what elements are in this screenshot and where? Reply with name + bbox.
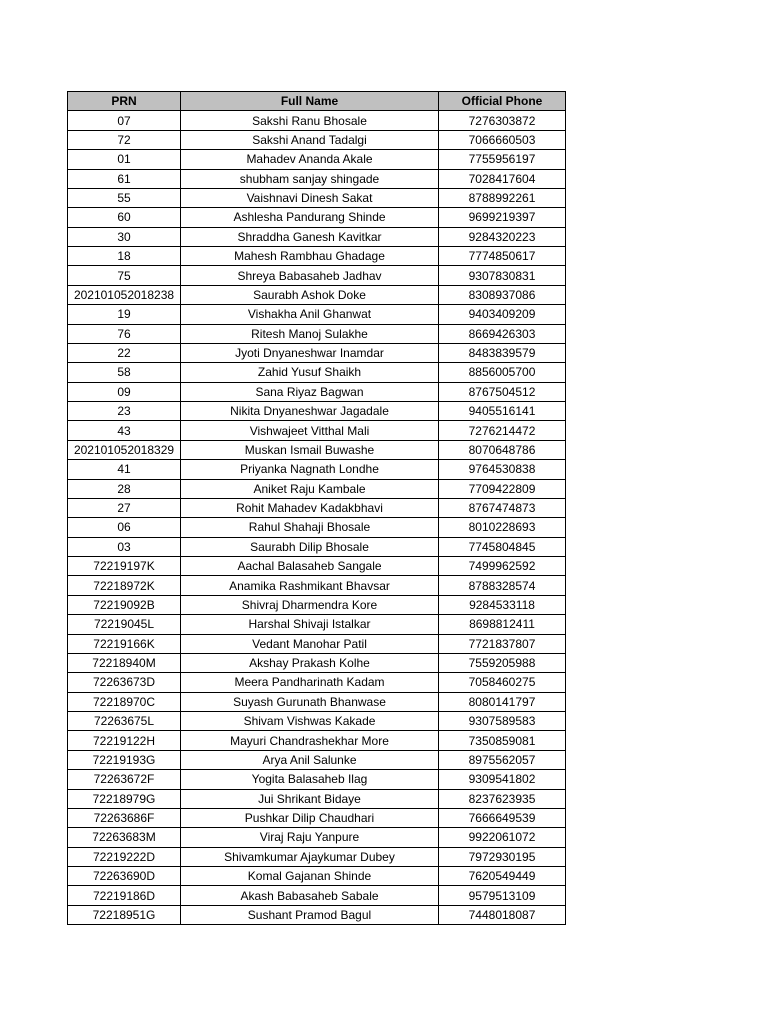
cell-official-phone: 7276214472 [439,421,566,440]
cell-official-phone: 7972930195 [439,847,566,866]
cell-prn: 72263686F [68,808,181,827]
table-row [68,731,566,750]
cell-full-name: Jyoti Dnyaneshwar Inamdar [181,343,439,362]
cell-official-phone: 7745804845 [439,537,566,556]
cell-prn: 75 [68,266,181,285]
cell-full-name: Aachal Balasaheb Sangale [181,557,439,576]
cell-full-name: Komal Gajanan Shinde [181,867,439,886]
cell-official-phone: 8856005700 [439,363,566,382]
cell-full-name: Vaishnavi Dinesh Sakat [181,188,439,207]
cell-official-phone: 7755956197 [439,150,566,169]
cell-full-name: Shivamkumar Ajaykumar Dubey [181,847,439,866]
cell-full-name: Vedant Manohar Patil [181,634,439,653]
cell-official-phone: 9284320223 [439,227,566,246]
table-row [68,363,566,382]
cell-full-name: Sakshi Anand Tadalgi [181,130,439,149]
table-row [68,498,566,517]
cell-official-phone: 8669426303 [439,324,566,343]
cell-official-phone: 8767504512 [439,382,566,401]
cell-official-phone: 9699219397 [439,208,566,227]
table-row [68,886,566,905]
cell-prn: 72219166K [68,634,181,653]
table-row [68,537,566,556]
cell-prn: 23 [68,402,181,421]
cell-prn: 72219193G [68,750,181,769]
table-row [68,247,566,266]
table-row [68,518,566,537]
cell-full-name: Sakshi Ranu Bhosale [181,111,439,130]
cell-full-name: Mahadev Ananda Akale [181,150,439,169]
cell-full-name: Mahesh Rambhau Ghadage [181,247,439,266]
cell-prn: 27 [68,498,181,517]
table-row [68,188,566,207]
cell-prn: 76 [68,324,181,343]
cell-official-phone: 8698812411 [439,615,566,634]
cell-full-name: Pushkar Dilip Chaudhari [181,808,439,827]
table-row [68,440,566,459]
cell-official-phone: 8788992261 [439,188,566,207]
cell-official-phone: 7066660503 [439,130,566,149]
cell-prn: 41 [68,460,181,479]
table-row [68,692,566,711]
cell-official-phone: 8767474873 [439,498,566,517]
cell-prn: 28 [68,479,181,498]
cell-prn: 72218979G [68,789,181,808]
cell-official-phone: 7028417604 [439,169,566,188]
table-row [68,421,566,440]
cell-prn: 72 [68,130,181,149]
cell-prn: 72263673D [68,673,181,692]
cell-full-name: Sana Riyaz Bagwan [181,382,439,401]
table-row [68,285,566,304]
table-body [68,111,566,925]
cell-official-phone: 8010228693 [439,518,566,537]
cell-official-phone: 9307589583 [439,712,566,731]
table-row [68,402,566,421]
cell-official-phone: 9764530838 [439,460,566,479]
cell-full-name: Ashlesha Pandurang Shinde [181,208,439,227]
cell-prn: 22 [68,343,181,362]
cell-full-name: Jui Shrikant Bidaye [181,789,439,808]
cell-official-phone: 8070648786 [439,440,566,459]
cell-full-name: Harshal Shivaji Istalkar [181,615,439,634]
header-row [68,92,566,111]
cell-official-phone: 9922061072 [439,828,566,847]
table-row [68,169,566,188]
header-prn: PRN [68,92,181,111]
table-row [68,750,566,769]
cell-prn: 72263683M [68,828,181,847]
cell-full-name: Ritesh Manoj Sulakhe [181,324,439,343]
table-row [68,847,566,866]
table-header [68,92,566,111]
cell-prn: 06 [68,518,181,537]
table-row [68,808,566,827]
cell-prn: 202101052018329 [68,440,181,459]
cell-prn: 07 [68,111,181,130]
cell-full-name: Mayuri Chandrashekhar More [181,731,439,750]
table-row [68,576,566,595]
cell-full-name: Shivam Vishwas Kakade [181,712,439,731]
cell-full-name: Suyash Gurunath Bhanwase [181,692,439,711]
cell-full-name: Akash Babasaheb Sabale [181,886,439,905]
cell-official-phone: 9307830831 [439,266,566,285]
cell-full-name: Rahul Shahaji Bhosale [181,518,439,537]
cell-official-phone: 7058460275 [439,673,566,692]
table-row [68,828,566,847]
cell-official-phone: 9309541802 [439,770,566,789]
header-official-phone: Official Phone [439,92,566,111]
table-row [68,653,566,672]
cell-prn: 72219186D [68,886,181,905]
cell-full-name: Zahid Yusuf Shaikh [181,363,439,382]
cell-official-phone: 7620549449 [439,867,566,886]
cell-full-name: Shivraj Dharmendra Kore [181,595,439,614]
cell-prn: 72219045L [68,615,181,634]
table-row [68,130,566,149]
cell-prn: 01 [68,150,181,169]
table-row [68,770,566,789]
cell-full-name: Arya Anil Salunke [181,750,439,769]
table-row [68,150,566,169]
cell-prn: 202101052018238 [68,285,181,304]
cell-full-name: Nikita Dnyaneshwar Jagadale [181,402,439,421]
cell-prn: 72219092B [68,595,181,614]
cell-prn: 72263675L [68,712,181,731]
table-row [68,789,566,808]
cell-prn: 18 [68,247,181,266]
cell-official-phone: 9284533118 [439,595,566,614]
cell-full-name: Priyanka Nagnath Londhe [181,460,439,479]
cell-prn: 58 [68,363,181,382]
table-row [68,905,566,924]
cell-full-name: Saurabh Ashok Doke [181,285,439,304]
cell-prn: 72219197K [68,557,181,576]
cell-prn: 72218940M [68,653,181,672]
cell-prn: 43 [68,421,181,440]
cell-prn: 61 [68,169,181,188]
header-full-name: Full Name [181,92,439,111]
cell-full-name: Viraj Raju Yanpure [181,828,439,847]
cell-official-phone: 7276303872 [439,111,566,130]
cell-full-name: Shreya Babasaheb Jadhav [181,266,439,285]
cell-official-phone: 8080141797 [439,692,566,711]
table-row [68,208,566,227]
cell-official-phone: 7774850617 [439,247,566,266]
cell-full-name: Aniket Raju Kambale [181,479,439,498]
table-row [68,557,566,576]
table-row [68,382,566,401]
table-row [68,305,566,324]
cell-prn: 09 [68,382,181,401]
table-row [68,712,566,731]
cell-full-name: shubham sanjay shingade [181,169,439,188]
cell-official-phone: 7721837807 [439,634,566,653]
cell-full-name: Anamika Rashmikant Bhavsar [181,576,439,595]
table-row [68,479,566,498]
cell-prn: 55 [68,188,181,207]
cell-official-phone: 7350859081 [439,731,566,750]
table-row [68,673,566,692]
cell-prn: 03 [68,537,181,556]
cell-prn: 60 [68,208,181,227]
cell-full-name: Rohit Mahadev Kadakbhavi [181,498,439,517]
cell-full-name: Saurabh Dilip Bhosale [181,537,439,556]
table-row [68,867,566,886]
cell-full-name: Vishakha Anil Ghanwat [181,305,439,324]
cell-official-phone: 7709422809 [439,479,566,498]
cell-official-phone: 7559205988 [439,653,566,672]
table-row [68,634,566,653]
cell-prn: 30 [68,227,181,246]
table-row [68,266,566,285]
cell-full-name: Shraddha Ganesh Kavitkar [181,227,439,246]
cell-prn: 72218970C [68,692,181,711]
cell-official-phone: 8308937086 [439,285,566,304]
cell-full-name: Yogita Balasaheb Ilag [181,770,439,789]
cell-prn: 72263672F [68,770,181,789]
student-roster-table [67,91,566,925]
cell-official-phone: 9405516141 [439,402,566,421]
cell-official-phone: 8237623935 [439,789,566,808]
cell-prn: 72263690D [68,867,181,886]
cell-official-phone: 8483839579 [439,343,566,362]
table-row [68,615,566,634]
cell-full-name: Sushant Pramod Bagul [181,905,439,924]
cell-official-phone: 7666649539 [439,808,566,827]
cell-official-phone: 8788328574 [439,576,566,595]
table-row [68,595,566,614]
table-row [68,227,566,246]
cell-full-name: Muskan Ismail Buwashe [181,440,439,459]
cell-full-name: Vishwajeet Vitthal Mali [181,421,439,440]
table-row [68,343,566,362]
cell-official-phone: 7499962592 [439,557,566,576]
cell-official-phone: 8975562057 [439,750,566,769]
cell-prn: 72219222D [68,847,181,866]
cell-prn: 72219122H [68,731,181,750]
cell-prn: 19 [68,305,181,324]
cell-official-phone: 9403409209 [439,305,566,324]
cell-full-name: Meera Pandharinath Kadam [181,673,439,692]
cell-official-phone: 7448018087 [439,905,566,924]
table-row [68,111,566,130]
cell-prn: 72218972K [68,576,181,595]
table-row [68,324,566,343]
cell-prn: 72218951G [68,905,181,924]
cell-full-name: Akshay Prakash Kolhe [181,653,439,672]
table-row [68,460,566,479]
cell-official-phone: 9579513109 [439,886,566,905]
